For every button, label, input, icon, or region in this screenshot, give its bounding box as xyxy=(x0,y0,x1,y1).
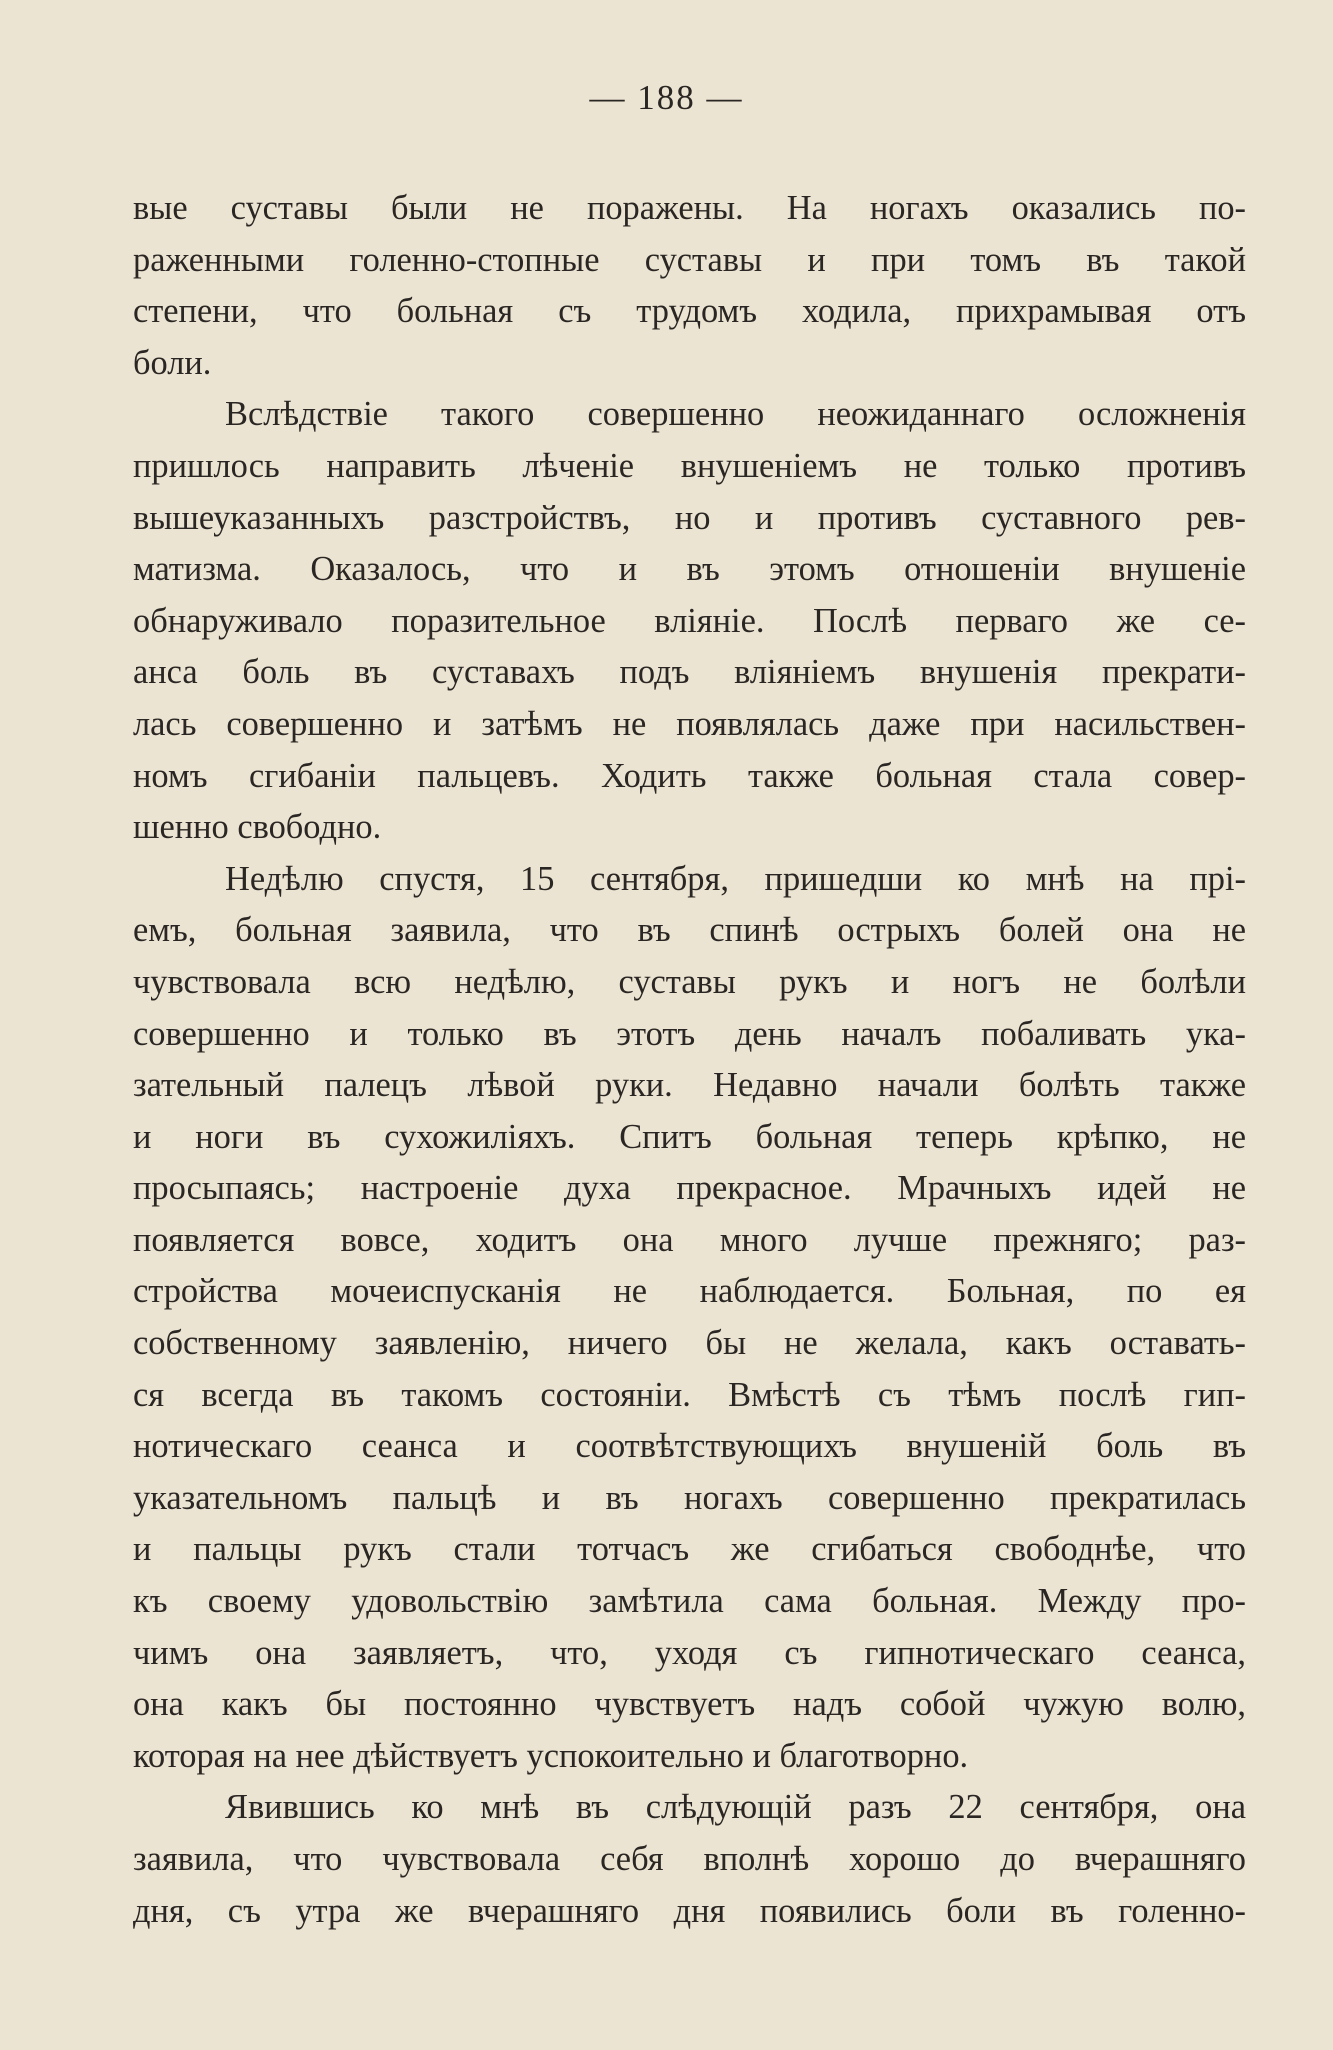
text-line: чувствовала всю недѣлю, суставы рукъ и ногъ не болѣли xyxy=(133,962,1246,1001)
text-line: къ своему удовольствію замѣтила сама больная. Между про- xyxy=(133,1582,1246,1621)
text-line: которая на нее дѣйствуетъ успокоительно и благотворно. xyxy=(133,1736,969,1775)
text-line: Недѣлю спустя, 15 сентября, пришедши ко мнѣ на прі- xyxy=(225,859,1246,898)
text-line: она какъ бы постоянно чувствуетъ надъ собой чужую волю, xyxy=(133,1685,1246,1724)
text-line: заявила, что чувствовала себя вполнѣ хорошо до вчерашняго xyxy=(133,1840,1246,1878)
text-line: просыпаясь; настроеніе духа прекрасное. Мрачныхъ идей не xyxy=(133,1169,1246,1208)
text-line: и пальцы рукъ стали тотчасъ же сгибаться свободнѣе, что xyxy=(133,1530,1246,1569)
text-line: чимъ она заявляетъ, что, уходя съ гипнотическаго сеанса, xyxy=(133,1633,1246,1672)
text-line: совершенно и только въ этотъ день началъ побаливать ука- xyxy=(133,1014,1246,1053)
text-line: обнаруживало поразительное вліяніе. Послѣ перваго же се- xyxy=(133,601,1246,640)
text-line: степени, что больная съ трудомъ ходила, прихрамывая отъ xyxy=(133,292,1246,331)
text-line: собственному заявленію, ничего бы не желала, какъ оставать- xyxy=(133,1324,1246,1363)
text-line: шенно свободно. xyxy=(133,808,382,847)
text-line: дня, съ утра же вчерашняго дня появились боли въ голенно- xyxy=(133,1891,1246,1930)
text-line: Явившись ко мнѣ въ слѣдующій разъ 22 сентября, она xyxy=(225,1788,1246,1827)
text-line: лась совершенно и затѣмъ не появлялась даже при насильствен- xyxy=(133,704,1246,743)
text-line: нотическаго сеанса и соотвѣтствующихъ внушеній боль въ xyxy=(133,1427,1246,1466)
paragraph-1 xyxy=(133,183,1246,389)
text-line: Вслѣдствіе такого совершенно неожиданнаго осложненія xyxy=(225,395,1246,434)
paragraph-4 xyxy=(133,1782,1246,1937)
text-line: вые суставы были не поражены. На ногахъ оказались по- xyxy=(133,189,1246,227)
text-line: матизма. Оказалось, что и въ этомъ отношеніи внушеніе xyxy=(133,550,1246,589)
text-line: вышеуказанныхъ разстройствъ, но и противъ суставного рев- xyxy=(133,498,1246,537)
text-line: пришлось направить лѣченіе внушеніемъ не только противъ xyxy=(133,446,1246,485)
text-line: стройства мочеиспусканія не наблюдается. Больная, по ея xyxy=(133,1272,1246,1311)
text-line: появляется вовсе, ходитъ она много лучше прежняго; раз- xyxy=(133,1220,1246,1259)
text-line: анса боль въ суставахъ подъ вліяніемъ внушенія прекрати- xyxy=(133,653,1246,692)
paragraph-2 xyxy=(133,389,1246,853)
page-number: — 188 — xyxy=(589,78,744,117)
text-line: раженными голенно-стопные суставы и при томъ въ такой xyxy=(133,240,1246,279)
text-line: ся всегда въ такомъ состояніи. Вмѣстѣ съ тѣмъ послѣ гип- xyxy=(133,1375,1246,1414)
body-text xyxy=(133,183,1246,1937)
text-line: емъ, больная заявила, что въ спинѣ острыхъ болей она не xyxy=(133,911,1246,950)
text-line: указательномъ пальцѣ и въ ногахъ совершенно прекратилась xyxy=(133,1478,1246,1517)
text-line: зательный палецъ лѣвой руки. Недавно начали болѣть также xyxy=(133,1066,1246,1105)
paragraph-3 xyxy=(133,854,1246,1783)
text-line: боли. xyxy=(133,343,212,382)
text-line: номъ сгибаніи пальцевъ. Ходить также больная стала совер- xyxy=(133,756,1246,795)
text-line: и ноги въ сухожиліяхъ. Спитъ больная теперь крѣпко, не xyxy=(133,1117,1246,1156)
